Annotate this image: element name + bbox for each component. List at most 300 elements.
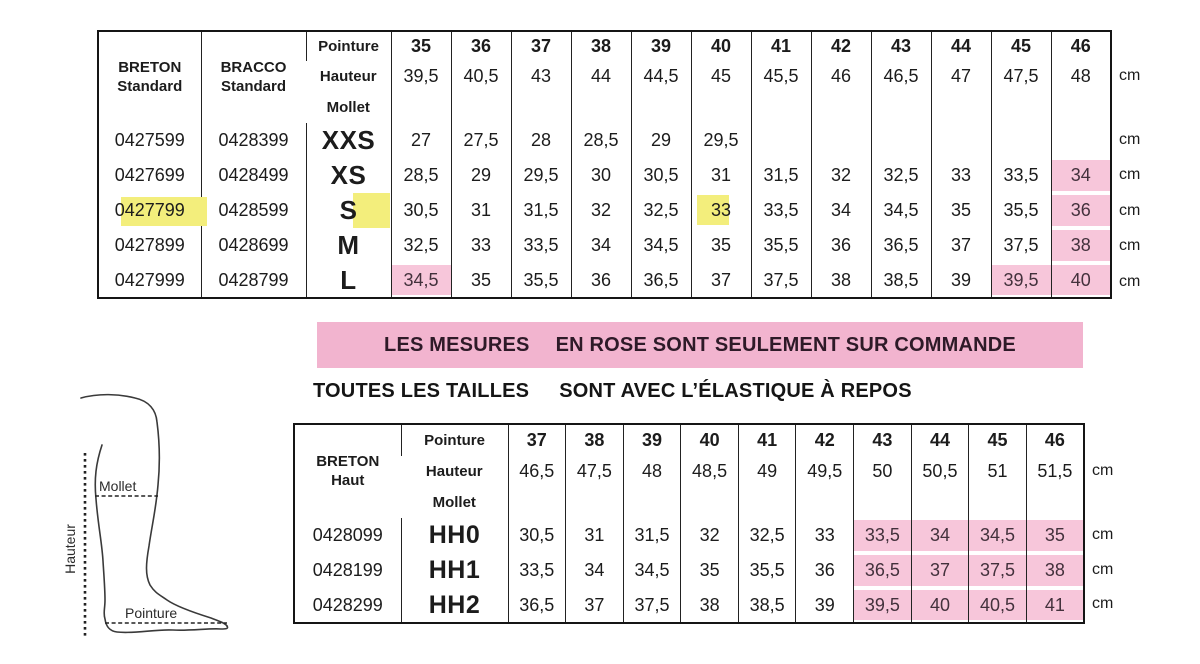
table-row [98,228,1111,263]
mollet-value-cell [811,123,871,158]
size-header-cell-text: 46 [1044,430,1065,450]
size-header-cell [451,31,511,61]
mollet-value-cell [871,193,931,228]
hauteur-value-cell-text: 45 [710,66,732,86]
mollet-value-cell [631,123,691,158]
hauteur-value-cell-text: 44,5 [643,66,679,86]
size-header-cell [1026,424,1084,456]
table-row [98,193,1111,228]
hauteur-value-cell [511,61,571,92]
mollet-value-cell [969,588,1027,623]
row-label-hauteur [306,61,391,92]
size-header-cell [796,424,854,456]
mollet-value-cell [911,518,969,553]
mollet-value-cell-text: 32 [699,525,720,545]
mollet-value-cell-text: 41 [1044,594,1065,615]
empty-cell [508,487,566,518]
size-header-cell [811,31,871,61]
mollet-value-cell-text: 37,5 [634,594,670,615]
size-header-cell-text: 38 [584,430,605,450]
mollet-value-cell [811,228,871,263]
mollet-value-cell-text: 37 [950,235,972,255]
mollet-value-cell-text: 34 [929,525,950,545]
empty-cell [751,92,811,123]
empty-cell [1026,487,1084,518]
size-header-cell-text: 44 [950,36,972,56]
mollet-value-cell-text: 38 [830,269,852,290]
mollet-value-cell-text: 27 [410,130,432,150]
empty-cell [991,92,1051,123]
mollet-value-cell [631,158,691,193]
breton-haut-code-cell-text: 0428199 [312,560,383,580]
table-row [98,31,1111,61]
mollet-value-cell-text: 31,5 [634,525,670,545]
mollet-value-cell-text: 39,5 [1003,269,1039,290]
mollet-value-cell-text: 36,5 [643,269,679,290]
size-header-cell-text: 45 [987,430,1008,450]
row-label-pointure-text: Pointure [318,38,379,55]
hauteur-value-cell [691,61,751,92]
table-row [294,456,1084,487]
mollet-value-cell [751,193,811,228]
breton-code-cell-text: 0427799 [114,200,185,220]
empty-cell [451,92,511,123]
row-label-mollet [401,487,508,518]
mollet-value-cell [451,263,511,298]
empty-cell [623,487,681,518]
mollet-value-cell [691,193,751,228]
empty-cell [796,487,854,518]
unit-label: cm [1119,131,1141,148]
mollet-value-cell-text: 36 [590,269,612,290]
mollet-value-cell [871,228,931,263]
hauteur-value-cell [508,456,566,487]
mollet-value-cell [1026,588,1084,623]
hauteur-label: Hauteur [62,524,78,574]
mollet-value-cell [1026,518,1084,553]
breton-haut-code-cell [294,553,401,588]
mollet-value-cell-text: 34 [584,560,605,580]
size-header-cell [571,31,631,61]
mollet-value-cell [511,123,571,158]
mollet-value-cell [751,158,811,193]
mollet-value-cell [1051,228,1111,263]
mollet-value-cell [1051,263,1111,298]
table-row [294,424,1084,456]
size-header-cell-text: 35 [410,36,432,56]
empty-cell [631,92,691,123]
mollet-value-cell-text: 39 [950,269,972,290]
bracco-code-cell-text: 0428599 [218,200,289,220]
size-code-cell-text: XXS [321,125,376,155]
size-code-cell [401,553,508,588]
mollet-value-cell-text: 35 [710,235,732,255]
mollet-value-cell-text: 30,5 [519,525,555,545]
size-code-cell [306,193,391,228]
mollet-value-cell [623,518,681,553]
mollet-value-cell [911,553,969,588]
size-header-cell [691,31,751,61]
hauteur-value-cell [751,61,811,92]
mollet-value-cell-text: 33 [470,235,492,255]
mollet-value-cell [811,158,871,193]
hauteur-value-cell-text: 45,5 [763,66,799,86]
breton-code-cell-text: 0427899 [114,235,185,255]
size-header-cell-text: 46 [1070,36,1091,56]
size-header-cell-text: 43 [872,430,893,450]
mollet-value-cell-text: 33 [814,525,835,545]
empty-cell [391,92,451,123]
mollet-value-cell-text: 31,5 [523,200,559,220]
mollet-value-cell-text: 32,5 [403,235,439,255]
mollet-value-cell-text: 34 [590,235,612,255]
mollet-value-cell [631,228,691,263]
breton-code-cell [98,158,201,193]
mollet-value-cell [566,518,624,553]
mollet-value-cell-text: 27,5 [463,130,499,150]
mollet-value-cell [451,158,511,193]
mollet-value-cell-text: 40 [1070,269,1091,290]
table-row [98,263,1111,298]
size-header-cell-text: 36 [470,36,492,56]
size-header-cell-text: 38 [590,36,612,56]
mollet-value-cell [854,553,912,588]
size-code-cell-text: HH1 [428,556,481,584]
breton-haut-code-cell [294,518,401,553]
mollet-value-cell-text: 34,5 [403,269,439,290]
pointure-label: Pointure [125,605,178,621]
size-header-cell [991,31,1051,61]
bracco-code-cell-text: 0428699 [218,235,289,255]
hauteur-value-cell-text: 50 [872,461,893,481]
empty-cell [571,92,631,123]
mollet-value-cell [1026,553,1084,588]
mollet-value-cell [871,123,931,158]
bracco-code-cell [201,263,306,298]
size-header-cell-text: 40 [699,430,720,450]
mollet-value-cell-text: 35 [470,269,492,290]
mollet-value-cell [508,588,566,623]
mollet-value-cell [571,123,631,158]
bracco-code-cell [201,123,306,158]
mollet-value-cell-text: 33,5 [523,235,559,255]
mollet-value-cell-text: 36,5 [519,594,555,615]
empty-cell [691,92,751,123]
caption-text-1: TOUTES LES TAILLES [313,380,530,402]
size-header-cell [566,424,624,456]
mollet-value-cell [631,263,691,298]
mollet-value-cell [931,158,991,193]
standard-sizes-table [97,30,1112,299]
size-code-cell [306,263,391,298]
mollet-value-cell [571,228,631,263]
unit-label: cm [1092,561,1114,578]
mollet-value-cell [571,193,631,228]
mollet-value-cell [1051,158,1111,193]
row-label-pointure-text: Pointure [424,432,485,449]
unit-label: cm [1119,67,1141,84]
hauteur-value-cell-text: 47 [950,66,972,86]
empty-cell [811,92,871,123]
mollet-value-cell [691,263,751,298]
hauteur-value-cell-text: 50,5 [922,461,958,481]
breton-code-cell-text: 0427699 [114,165,185,185]
mollet-value-cell [681,553,739,588]
mollet-value-cell [511,193,571,228]
mollet-value-cell [511,158,571,193]
mollet-value-cell [681,588,739,623]
size-header-cell [751,31,811,61]
empty-cell [871,92,931,123]
size-code-cell-text: L [340,264,357,295]
mollet-value-cell-text: 34 [830,200,852,220]
empty-cell [969,487,1027,518]
mollet-value-cell [991,193,1051,228]
empty-cell [854,487,912,518]
mollet-value-cell [681,518,739,553]
mollet-value-cell-text: 30,5 [403,200,439,220]
size-header-cell [391,31,451,61]
row-label-mollet [306,92,391,123]
mollet-value-cell-text: 38 [1070,235,1091,255]
unit-label: cm [1119,237,1141,254]
mollet-value-cell-text: 34,5 [980,525,1016,545]
mollet-value-cell-text: 28,5 [403,165,439,185]
mollet-value-cell [566,553,624,588]
mollet-value-cell-text: 33 [710,200,732,220]
hauteur-value-cell-text: 43 [530,66,552,86]
table-row [294,553,1084,588]
mollet-value-cell [811,263,871,298]
size-header-cell [681,424,739,456]
mollet-value-cell-text: 30,5 [643,165,679,185]
row-label-mollet-text: Mollet [432,494,476,511]
size-code-cell-text: XS [330,160,367,190]
hauteur-value-cell [1051,61,1111,92]
breton-code-cell [98,193,201,228]
mollet-value-cell-text: 28,5 [583,130,619,150]
mollet-value-cell [811,193,871,228]
hauteur-value-cell [796,456,854,487]
unit-label: cm [1092,526,1114,543]
mollet-value-cell [796,518,854,553]
empty-cell [911,487,969,518]
table-row [98,158,1111,193]
table-row [98,123,1111,158]
mollet-value-cell-text: 37,5 [763,269,799,290]
row-label-hauteur [401,456,508,487]
mollet-value-cell [991,263,1051,298]
unit-label: cm [1119,166,1141,183]
empty-cell [511,92,571,123]
size-header-cell [508,424,566,456]
mollet-value-cell-text: 38,5 [749,594,785,615]
empty-cell [681,487,739,518]
mollet-value-cell [623,553,681,588]
size-header-cell-text: 44 [929,430,950,450]
empty-cell [738,487,796,518]
unit-label: cm [1092,462,1114,479]
mollet-value-cell-text: 40 [929,594,950,615]
table-row [294,518,1084,553]
mollet-value-cell-text: 35,5 [763,235,799,255]
mollet-value-cell [871,263,931,298]
hauteur-value-cell [931,61,991,92]
hauteur-value-cell-text: 40,5 [463,66,499,86]
mollet-value-cell-text: 29 [650,130,672,150]
mollet-value-cell [991,123,1051,158]
mollet-value-cell [991,158,1051,193]
mollet-value-cell-text: 36,5 [883,235,919,255]
size-header-cell [871,31,931,61]
mollet-value-cell-text: 32,5 [749,525,785,545]
size-header-cell-text: 42 [830,36,852,56]
mollet-value-cell [738,553,796,588]
hauteur-value-cell-text: 44 [590,66,612,86]
mollet-value-cell-text: 29,5 [523,165,559,185]
size-code-cell [401,518,508,553]
size-header-cell-text: 40 [710,36,732,56]
leg-measurement-diagram [55,383,245,653]
mollet-value-cell [511,263,571,298]
hauteur-value-cell-text: 48 [1070,66,1091,86]
mollet-value-cell [796,588,854,623]
mollet-value-cell [391,263,451,298]
size-header-cell-text: 37 [530,36,552,56]
bracco-standard-header [201,31,306,123]
mollet-value-cell [1051,123,1111,158]
size-header-cell-text: 41 [770,36,792,56]
size-header-cell-text: 37 [526,430,547,450]
size-code-cell [306,123,391,158]
mollet-value-cell-text: 37 [929,560,950,580]
hauteur-value-cell-text: 47,5 [1003,66,1039,86]
mollet-value-cell-text: 35,5 [749,560,785,580]
size-header-cell [511,31,571,61]
mollet-value-cell-text: 33,5 [519,560,555,580]
yellow-highlight [353,193,390,228]
table-row [294,588,1084,623]
mollet-value-cell [691,158,751,193]
breton-code-cell [98,123,201,158]
mollet-value-cell-text: 36 [830,235,852,255]
table-row [294,487,1084,518]
mollet-value-cell-text: 30 [590,165,612,185]
unit-label: cm [1119,202,1141,219]
mollet-value-cell-text: 28 [530,130,552,150]
hauteur-value-cell-text: 39,5 [403,66,439,86]
mollet-value-cell-text: 37 [584,594,605,615]
hauteur-value-cell [738,456,796,487]
empty-cell [1051,92,1111,123]
hauteur-value-cell-text: 47,5 [576,461,612,481]
mollet-value-cell-text: 37,5 [1003,235,1039,255]
mollet-value-cell [451,123,511,158]
mollet-value-cell [991,228,1051,263]
mollet-value-cell-text: 38,5 [883,269,919,290]
size-code-cell [401,588,508,623]
empty-cell [931,92,991,123]
hauteur-value-cell [451,61,511,92]
size-code-cell-text: HH0 [428,521,481,549]
mollet-value-cell-text: 29,5 [703,130,739,150]
size-header-cell-text: 45 [1010,36,1032,56]
mollet-value-cell-text: 31 [710,165,732,185]
mollet-value-cell [451,193,511,228]
mollet-value-cell-text: 31 [470,200,492,220]
mollet-value-cell-text: 32,5 [643,200,679,220]
mollet-value-cell-text: 33,5 [1003,165,1039,185]
mollet-value-cell [1051,193,1111,228]
pink-order-banner [317,322,1083,368]
mollet-value-cell-text: 32,5 [883,165,919,185]
mollet-value-cell-text: 35,5 [523,269,559,290]
size-header-cell [854,424,912,456]
size-header-cell [911,424,969,456]
mollet-value-cell-text: 33,5 [763,200,799,220]
mollet-value-cell-text: 34,5 [634,560,670,580]
mollet-value-cell [911,588,969,623]
mollet-value-cell [631,193,691,228]
mollet-value-cell [738,588,796,623]
hauteur-value-cell-text: 46,5 [883,66,919,86]
mollet-value-cell-text: 40,5 [980,594,1016,615]
hauteur-value-cell [681,456,739,487]
mollet-value-cell-text: 33,5 [864,525,900,545]
hauteur-value-cell [911,456,969,487]
breton-code-cell-text: 0427599 [114,130,185,150]
size-header-cell-text: 39 [650,36,672,56]
mollet-value-cell-text: 35,5 [1003,200,1039,220]
hauteur-value-cell [391,61,451,92]
caption-text-2: SONT AVEC L’ÉLASTIQUE À REPOS [559,380,912,402]
hauteur-value-cell-text: 48 [641,461,662,481]
mollet-value-cell-text: 31,5 [763,165,799,185]
hauteur-value-cell-text: 48,5 [692,461,728,481]
hauteur-value-cell [1026,456,1084,487]
breton-haut-header [294,424,401,518]
mollet-value-cell [511,228,571,263]
mollet-value-cell-text: 38 [699,594,720,615]
breton-haut-code-cell-text: 0428299 [312,594,383,615]
mollet-value-cell [451,228,511,263]
size-header-cell [931,31,991,61]
size-header-cell [631,31,691,61]
mollet-value-cell [854,588,912,623]
bracco-code-cell-text: 0428499 [218,165,289,185]
hauteur-value-cell [566,456,624,487]
banner-text-1: LES MESURES [384,333,530,356]
size-code-cell [306,228,391,263]
breton-code-cell [98,263,201,298]
bracco-code-cell [201,158,306,193]
hauteur-value-cell-text: 46,5 [519,461,555,481]
mollet-value-cell-text: 35 [1044,525,1065,545]
hauteur-value-cell [991,61,1051,92]
bracco-code-cell-text: 0428399 [218,130,289,150]
size-code-cell [306,158,391,193]
mollet-value-cell [391,158,451,193]
size-header-cell-text: 39 [641,430,662,450]
unit-label: cm [1092,595,1114,612]
mollet-value-cell-text: 36 [814,560,835,580]
mollet-value-cell [931,228,991,263]
size-code-cell-text: S [339,195,358,225]
mollet-value-cell [931,193,991,228]
mollet-value-cell-text: 38 [1044,560,1065,580]
size-header-cell [738,424,796,456]
mollet-value-cell [931,263,991,298]
